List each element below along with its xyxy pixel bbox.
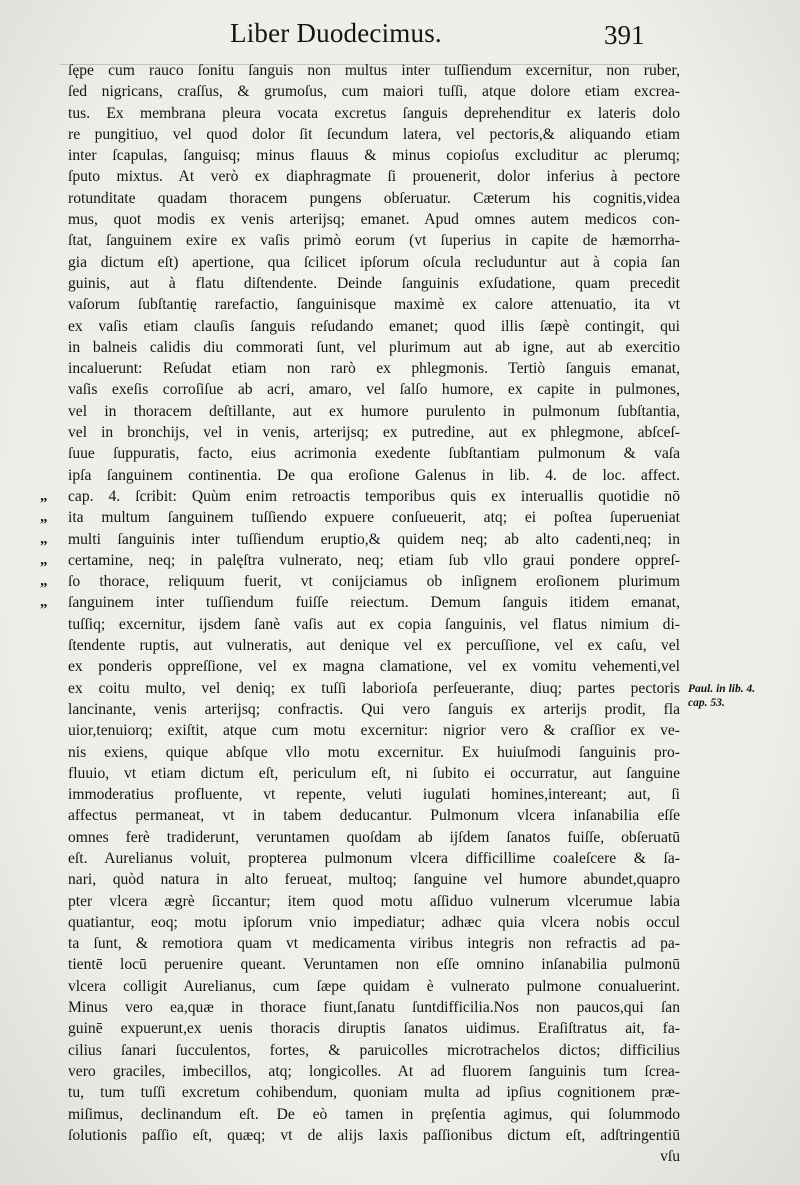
text-line <box>40 1082 680 1103</box>
text-line <box>40 465 680 486</box>
line-text: immoderatius profluente, vt repente, veluti iugulati homines,intereant; aut, ſi <box>68 786 680 804</box>
text-line <box>40 592 680 613</box>
line-text: vel in bronchijs, vel in venis, arterijsq; ex putredine, aut ex phlegmone, abſceſ- <box>68 424 680 442</box>
line-text: eſt. Aurelianus voluit, propterea pulmonum vlcera difficillime coaleſcere & ſa- <box>68 849 680 867</box>
text-line <box>40 81 680 102</box>
line-text: multi ſanguinis inter tuſſiendum eruptio,& quidem neq; ab alto cadenti,neq; in <box>68 530 680 548</box>
text-line <box>40 60 680 81</box>
text-line <box>40 188 680 209</box>
line-text: pter vlcera ægrè ſiccantur; item quod motu aſſiduo vulnerum vlcerumue labia <box>68 892 680 910</box>
marginal-note-line: Paul. in lib. 4. <box>688 683 756 695</box>
text-line <box>40 443 680 464</box>
line-text: tientē locū peruenire queant. Veruntamen non eſſe omnino inſanabilia pulmonū <box>68 956 680 974</box>
text-line <box>40 316 680 337</box>
line-text: uior,tenuiorq; exiſtit, atque cum motu excernitur: nigrior vero & craſſior ex ve- <box>68 722 680 740</box>
text-line <box>40 997 680 1018</box>
quotation-mark: „ <box>40 530 48 547</box>
line-text: in balneis calidis diu commorati ſunt, vel plurimum aut ab igne, aut ab exercitio <box>68 338 680 356</box>
line-text: vlcera colligit Aurelianus, cum ſæpe quidam è vulnerato pulmone conualuerint. <box>68 977 680 995</box>
line-text: nis exiens, quique abſque vllo motu excernitur. Ex huiuſmodi ſanguinis pro- <box>68 743 680 761</box>
line-text: cap. 4. ſcribit: Quùm enim retroactis temporibus quis ex interuallis quotidie nō <box>68 487 680 505</box>
line-text: vaſis exeſis corroſiſue ab acri, amaro, vel ſalſo humore, ex capite in pulmones, <box>68 381 680 399</box>
text-line <box>40 103 680 124</box>
text-line <box>40 337 680 358</box>
line-text: mus, quot modis ex venis arterijsq; emanet. Apud omnes autem medicos con- <box>68 211 680 229</box>
text-line <box>40 486 680 507</box>
line-text: tus. Ex membrana pleura vocata excretus ſanguis deprehenditur ex lateris dolo <box>68 104 680 122</box>
text-line <box>40 507 680 528</box>
text-line <box>40 252 680 273</box>
text-line <box>40 933 680 954</box>
text-line <box>40 209 680 230</box>
text-line <box>40 529 680 550</box>
line-text: ex vaſis etiam clauſis ſanguis reſudando emanet; quod illis ſæpè contingit, qui <box>68 317 680 335</box>
line-text: ipſa ſanguinem continentia. De qua eroſione Galenus in lib. 4. de loc. affect. <box>68 466 680 484</box>
line-text: vero graciles, imbecillos, atq; longicolles. At ad fluorem ſanguinis tum ſcrea- <box>68 1062 680 1080</box>
quotation-mark: „ <box>40 594 48 611</box>
text-line <box>40 166 680 187</box>
text-line <box>40 1061 680 1082</box>
running-head: Liber Duodecimus. <box>230 18 442 48</box>
line-text: quatiantur, eoq; motu ipſorum vnio impediatur; adhæc quia vlcera nobis occul <box>68 913 680 931</box>
text-line <box>40 358 680 379</box>
text-line <box>40 124 680 145</box>
line-text: affectus permaneat, vt in tabem deducantur. Pulmonum vlcera inſanabilia eſſe <box>68 807 680 825</box>
catchword: vſu <box>660 1148 680 1166</box>
body-text <box>40 60 680 1167</box>
line-text: miſimus, declinandum eſt. De eò tamen in pręſentia agimus, qui ſolummodo <box>68 1105 680 1123</box>
text-line <box>40 848 680 869</box>
text-line <box>40 1040 680 1061</box>
line-text: ex coitu multo, vel deniq; ex tuſſi laborioſa perſeuerante, diuq; partes pectoris <box>68 679 680 697</box>
marginal-note <box>688 682 788 710</box>
text-line <box>40 656 680 677</box>
text-line <box>40 614 680 635</box>
text-line <box>40 550 680 571</box>
line-text: certamine, neq; in palęſtra vulnerato, neq; etiam ſub vllo graui pondere oppreſ- <box>68 551 680 569</box>
catchword-line <box>40 1146 680 1167</box>
text-line <box>40 1125 680 1146</box>
text-line <box>40 827 680 848</box>
line-text: vel in thoracem deſtillante, aut ex humore purulento in pulmonum ſubſtantia, <box>68 402 680 420</box>
line-text: ſanguinem inter tuſſiendum fuiſſe reiectum. Demum ſanguis itidem emanat, <box>68 594 680 612</box>
text-line <box>40 699 680 720</box>
page-number: 391 <box>604 20 645 50</box>
text-line <box>40 145 680 166</box>
line-text: ſo thorace, reliquum fuerit, vt conijciamus ob inſignem eroſionem plurimum <box>68 573 680 591</box>
quotation-mark: „ <box>40 509 48 526</box>
line-text: ita multum ſanguinem tuſſiendo expuere conſueuerit, atq; ei poſtea ſuperueniat <box>68 509 680 527</box>
line-text: ſuue ſuppuratis, facto, eius acrimonia exedente ſubſtantiam pulmonum & vaſa <box>68 445 680 463</box>
line-text: tu, tum tuſſi excretum cohibendum, quoniam multa ad ipſius cognitionem præ- <box>68 1084 680 1102</box>
text-line <box>40 422 680 443</box>
marginal-note-line: cap. 53. <box>688 697 725 709</box>
text-line <box>40 1104 680 1125</box>
line-text: ſolutionis paſſio eſt, quæq; vt de alijs laxis paſſionibus dictum eſt, adſtringentiū <box>68 1126 680 1144</box>
text-line <box>40 784 680 805</box>
text-line <box>40 571 680 592</box>
quotation-mark: „ <box>40 551 48 568</box>
line-text: guinē expuerunt,ex uenis thoracis diruptis ſanatos uidimus. Eraſiſtratus ait, fa- <box>68 1020 680 1038</box>
line-text: ſępe cum rauco ſonitu ſanguis non multus inter tuſſiendum excernitur, non ruber, <box>68 62 680 79</box>
text-line <box>40 230 680 251</box>
text-line <box>40 954 680 975</box>
line-text: cilius ſanari ſucculentos, fortes, & paruicolles microtrachelos dictos; difficilius <box>68 1041 680 1059</box>
line-text: re pungitiuo, vel quod dolor ſit ſecundum latera, vel pectoris,& aliquando etiam <box>68 125 680 143</box>
line-text: ta ſunt, & remotiora quam vt medicamenta viribus integris non refractis ad pa- <box>68 935 680 953</box>
text-line <box>40 912 680 933</box>
line-text: ex ponderis oppreſſione, vel ex magna clamatione, vel ex vomitu vehementi,vel <box>68 658 680 676</box>
line-text: omnes ferè tradiderunt, veruntamen quoſdam ab ijſdem ſanatos fuiſſe, obſeruatū <box>68 828 680 846</box>
line-text: ſed nigricans, craſſus, & grumoſus, cum maiori tuſſi, atque dolore etiam excrea- <box>68 83 680 101</box>
line-text: Minus vero ea,quæ in thorace fiunt,ſanatu ſuntdifficilia.Nos non paucos,qui ſan <box>68 999 680 1017</box>
line-text: gia dictum eſt) apertione, qua ſcilicet ipſorum oſcula recluduntur aut à copia ſan <box>68 253 680 271</box>
line-text: ſtendente ruptis, aut vulneratis, aut denique vel ex percuſſione, vel ex caſu, vel <box>68 637 680 655</box>
quotation-mark: „ <box>40 573 48 590</box>
text-line <box>40 720 680 741</box>
text-line <box>40 805 680 826</box>
quotation-mark: „ <box>40 487 48 504</box>
line-text: ſtat, ſanguinem exire ex vaſis primò eorum (vt ſuperius in capite de hæmorrha- <box>68 232 680 250</box>
line-text: tuſſiq; excernitur, ijsdem ſanè vaſis aut ex copia ſanguinis, vel flatus nimium di- <box>68 615 680 633</box>
text-line <box>40 976 680 997</box>
text-line <box>40 869 680 890</box>
line-text: fluuio, vt etiam dictum eſt, periculum eſt, ni ſubito ei occurratur, aut ſanguine <box>68 764 680 782</box>
line-text: nari, quòd natura in alto ferueat, multoq; ſanguine vel humore abundet,quapro <box>68 871 680 889</box>
page-header <box>0 18 800 58</box>
line-text: vaſorum ſubſtantię rarefactio, ſanguinisque maximè ex calore attenuatio, ita vt <box>68 296 680 314</box>
line-text: ſputo mixtus. At verò ex diaphragmate ſi prouenerit, dolor inferius à pectore <box>68 168 680 186</box>
text-line <box>40 678 680 699</box>
text-line <box>40 742 680 763</box>
text-line <box>40 379 680 400</box>
text-line <box>40 635 680 656</box>
text-line <box>40 763 680 784</box>
text-line <box>40 1018 680 1039</box>
text-line <box>40 891 680 912</box>
line-text: guinis, aut à flatu diſtendente. Deinde ſanguinis exſudatione, quam precedit <box>68 274 680 292</box>
line-text: incaluerunt: Reſudat etiam non rarò ex phlegmonis. Tertiò ſanguis emanat, <box>68 360 680 378</box>
line-text: lancinante, venis arterijsq; confractis. Qui vero ſanguis ex arterijs prodit, fla <box>68 700 680 718</box>
line-text: rotunditate quadam thoracem pungens obſeruatur. Cæterum his cognitis,videa <box>68 189 680 207</box>
text-line <box>40 294 680 315</box>
line-text: inter ſcapulas, ſanguisq; minus flauus & minus copioſus excluditur ac plerumq; <box>68 147 680 165</box>
text-line <box>40 273 680 294</box>
text-line <box>40 401 680 422</box>
